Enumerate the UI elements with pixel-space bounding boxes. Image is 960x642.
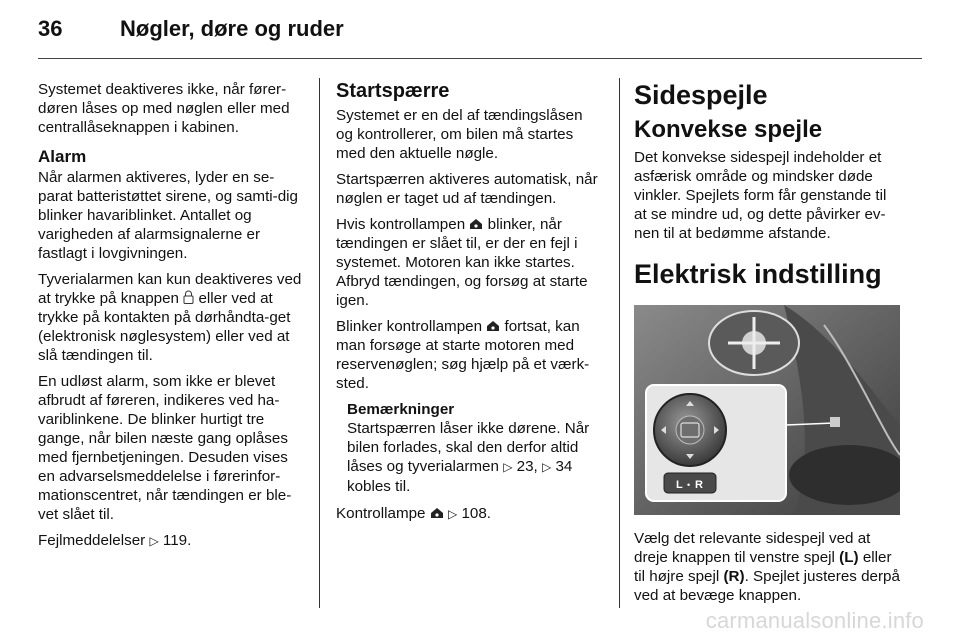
- note-title: Bemærkninger: [347, 401, 455, 418]
- header-rule: [38, 58, 922, 59]
- lock-icon: [183, 290, 194, 304]
- page-header: [38, 16, 922, 42]
- paragraph: Blinker kontrollampen fortsat, kan man forsøge at starte motoren med reservenøglen; søg hjælp på et værk-sted.: [336, 318, 590, 392]
- immobilizer-lamp-icon: [469, 218, 483, 230]
- section-heading-startspaerre: Startspærre: [336, 80, 450, 102]
- immobilizer-lamp-icon: [430, 507, 444, 519]
- section-heading-sidespejle: Sidespejle: [634, 80, 768, 110]
- column-3: [634, 80, 902, 612]
- paragraph: Kontrollampe ▷ 108.: [336, 505, 491, 522]
- paragraph: Vælg det relevante sidespejl ved at dreje knappen til venstre spejl (L) eller til højre spejl (R). Spejlet justeres derpå ved at bevæge knappen.: [634, 530, 900, 604]
- page-reference-icon: ▷: [503, 460, 513, 474]
- watermark: carmanualsonline.info: [705, 608, 924, 633]
- paragraph: Hvis kontrollampen blinker, når tændingen er slået til, er der en fejl i systemet. Motoren kan ikke startes. Afbryd tændingen, og forsøg at starte igen.: [336, 216, 588, 309]
- column-2: [336, 80, 602, 531]
- paragraph: Startspærren aktiveres automatisk, når nøglen er taget ud af tændingen.: [336, 171, 598, 207]
- page-number: 36: [38, 16, 63, 41]
- page-reference-icon: ▷: [149, 534, 159, 548]
- immobilizer-lamp-icon: [486, 320, 500, 332]
- page-title: Nøgler, døre og ruder: [120, 16, 344, 41]
- paragraph: Når alarmen aktiveres, lyder en se-parat batteristøttet sirene, og samti-dig blinker havariblinket. Antallet og varigheden af alarmsignalerne er fastlagt i lovgivningen.: [38, 169, 298, 262]
- page-reference-icon: ▷: [447, 507, 458, 521]
- paragraph: Det konvekse sidespejl indeholder et asfærisk område og mindsker døde vinkler. Spejlets form får genstande til at se mindre ud, og dette påvirker ev-nen til at bedømme afstande.: [634, 149, 887, 242]
- paragraph: Systemet er en del af tændingslåsen og kontrollerer, om bilen må startes med den aktuelle nøgle.: [336, 107, 583, 162]
- mirror-control-illustration: [634, 305, 900, 515]
- mirror-control-photo: [634, 305, 900, 515]
- column-divider: [619, 78, 620, 608]
- column-1: [38, 80, 306, 558]
- note-box: Bemærkninger Startspærren låser ikke dørene. Når bilen forlades, skal den derfor altid låses og tyverialarmen ▷ 23, ▷ 34 kobles til.: [336, 400, 602, 496]
- paragraph: Fejlmeddelelser ▷ 119.: [38, 532, 192, 549]
- subheading-konvekse-spejle: Konvekse spejle: [634, 116, 823, 143]
- column-divider: [319, 78, 320, 608]
- paragraph: Systemet deaktiveres ikke, når fører-døren låses op med nøglen eller med centrallåseknappen i kabinen.: [38, 81, 290, 136]
- knob-label-right: R: [695, 479, 703, 491]
- paragraph: Tyverialarmen kan kun deaktiveres ved at trykke på knappen eller ved at trykke på kontakten på dørhåndta-get (elektronisk nøglesystem) eller ved at slå tændingen til.: [38, 271, 302, 364]
- knob-label-left: L: [676, 479, 683, 491]
- section-heading-alarm: Alarm: [38, 147, 87, 166]
- section-heading-elektrisk-indstilling: Elektrisk indstilling: [634, 259, 882, 289]
- paragraph: En udløst alarm, som ikke er blevet afbrudt af føreren, indikeres ved ha-variblinkene. De blinker hurtigt tre gange, når bilen næste gang oplåses med fjernbetjeningen. Desuden vises en advarselsmeddelelse i førerinfor-mationscentret, når tændingen er ble-vet slået til.: [38, 373, 292, 523]
- page-reference-icon: ▷: [542, 460, 552, 474]
- svg-text:•: •: [687, 480, 691, 490]
